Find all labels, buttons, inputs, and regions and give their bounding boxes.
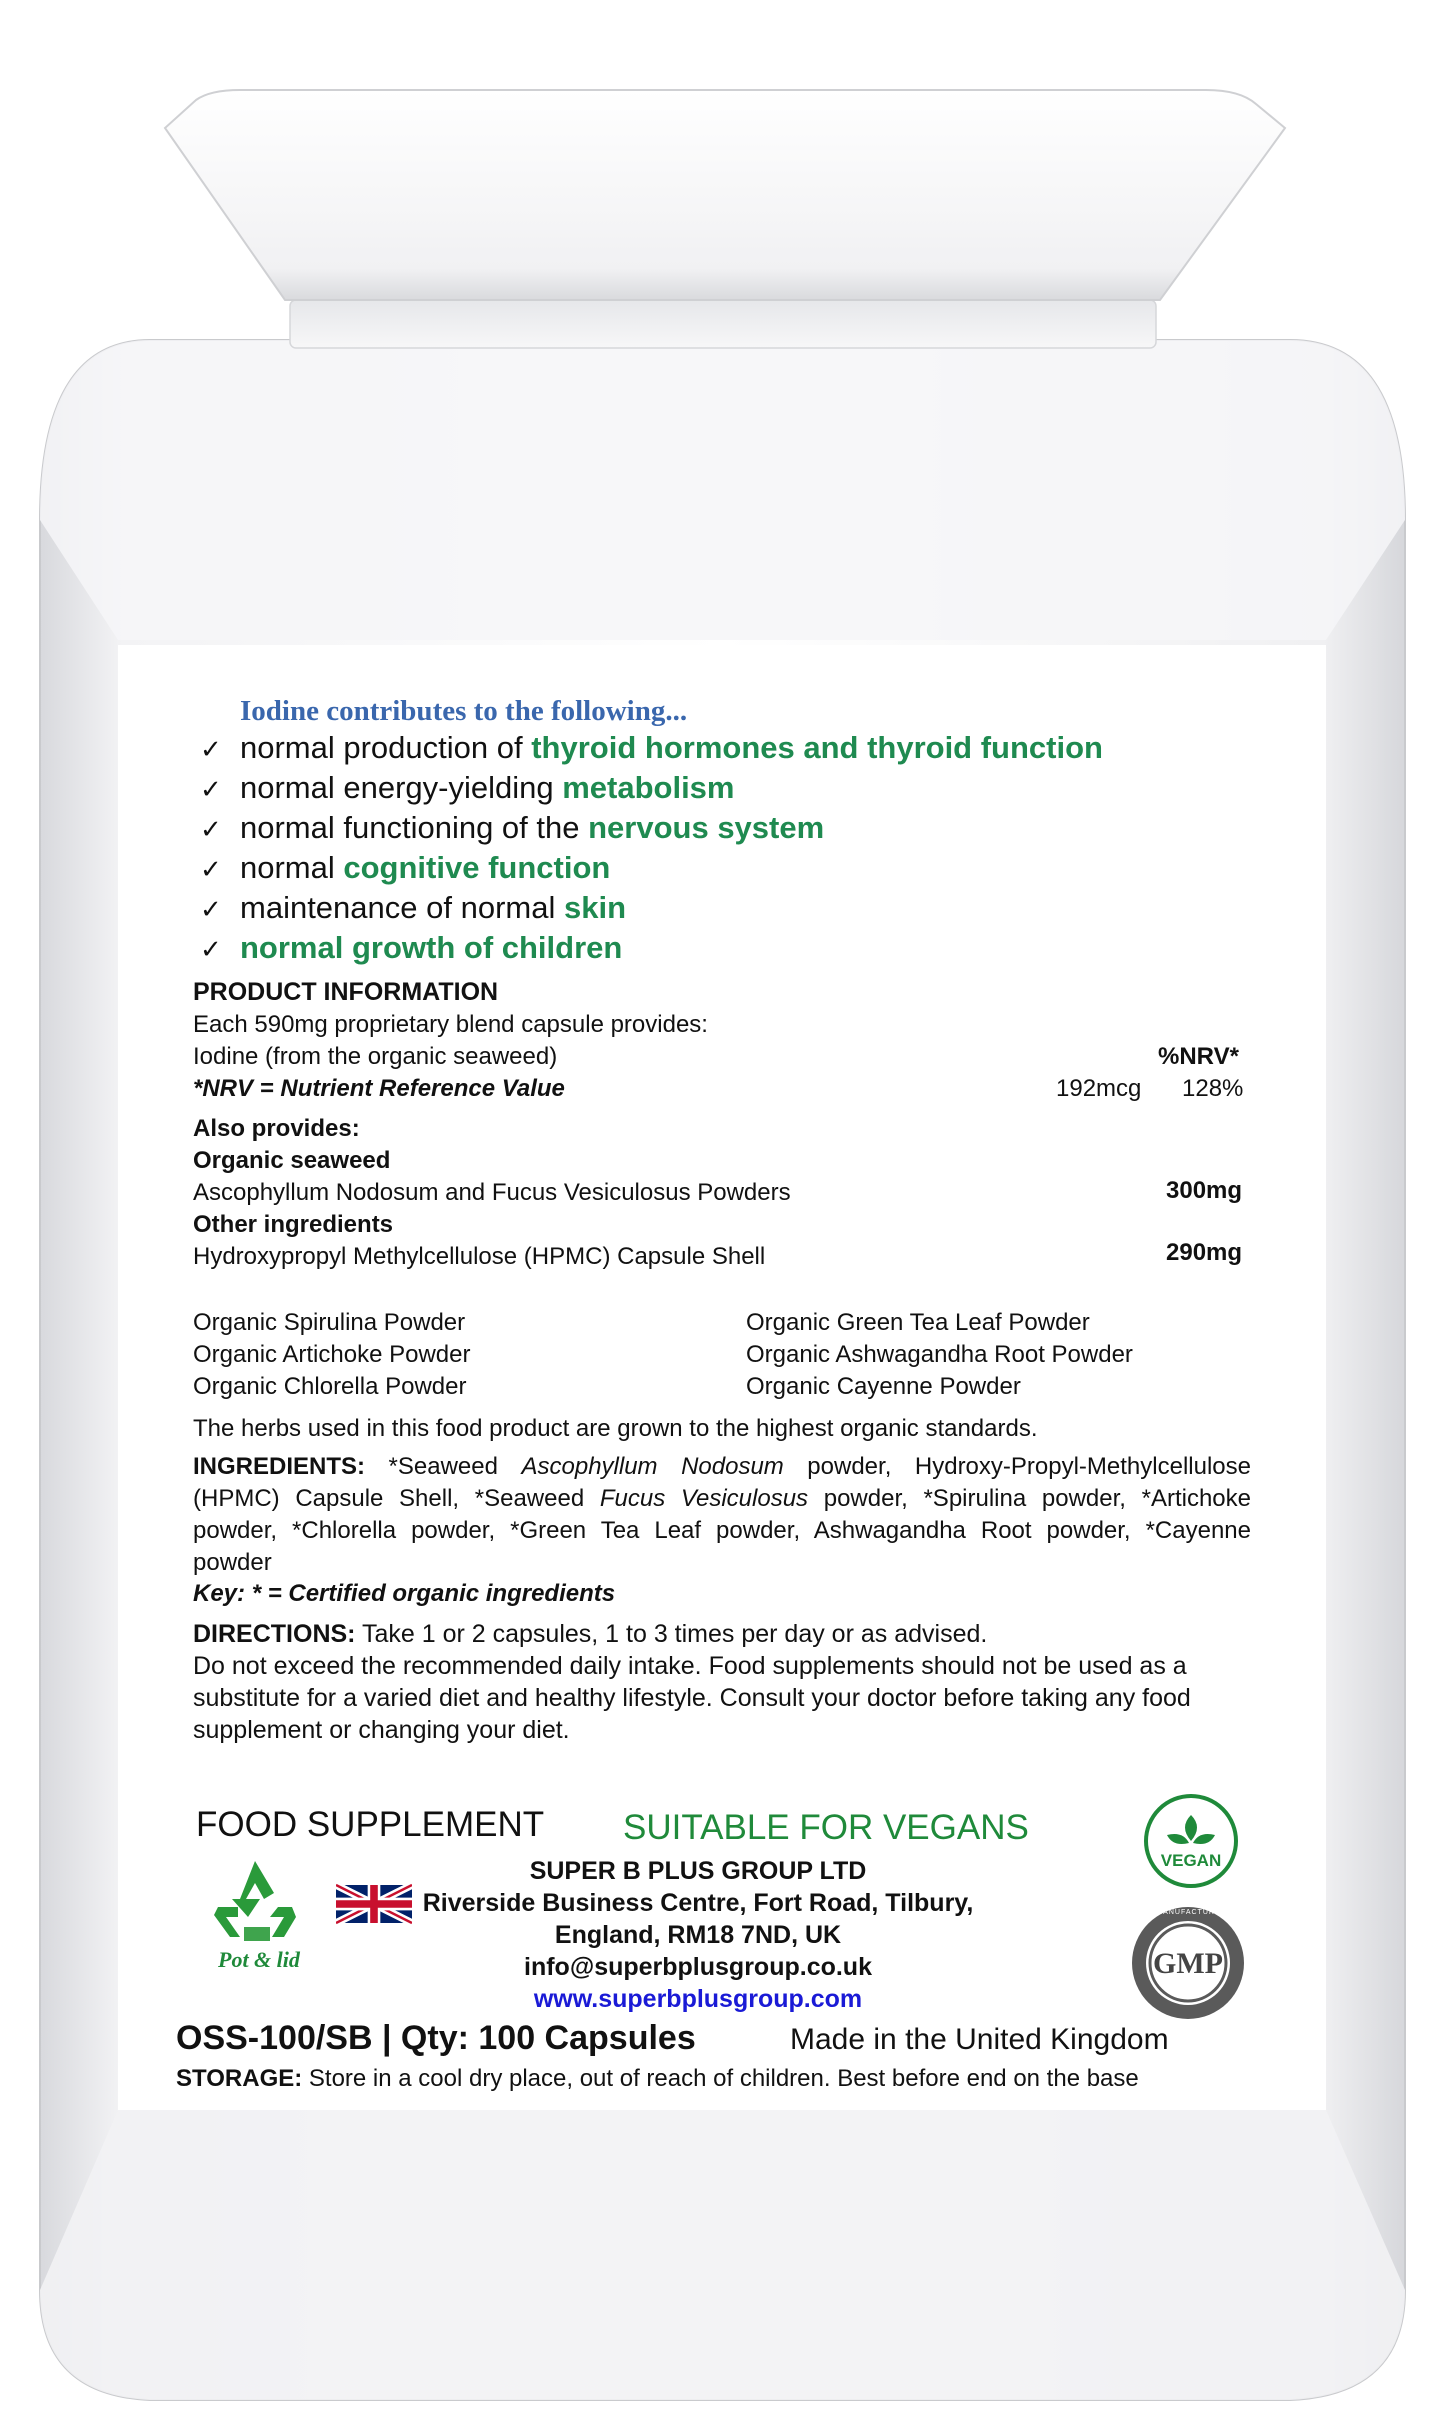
- vegan-badge: [1143, 1793, 1239, 1889]
- herb-item: Organic Artichoke Powder: [193, 1341, 471, 1368]
- benefit-item: ✓ normal growth of children: [200, 930, 623, 965]
- made-in: Made in the United Kingdom: [790, 2023, 1169, 2056]
- checkmark-icon: ✓: [200, 935, 222, 965]
- recycle-caption: Pot & lid: [218, 1947, 300, 1972]
- gmp-badge: [1128, 1903, 1277, 2023]
- storage-text: STORAGE: Store in a cool dry place, out of reach of children. Best before end on the base: [176, 2065, 1139, 2092]
- seaweed-amount: 300mg: [1166, 1177, 1243, 1204]
- product-code: OSS-100/SB | Qty: 100 Capsules: [176, 2019, 696, 2057]
- benefit-item: ✓ normal energy-yielding metabolism: [200, 770, 735, 805]
- herb-item: Organic Green Tea Leaf Powder: [746, 1309, 1090, 1336]
- benefit-item: ✓ normal production of thyroid hormones and thyroid function: [200, 730, 1103, 765]
- benefit-item: ✓ normal functioning of the nervous system: [200, 810, 825, 845]
- iodine-nrv: 128%: [1182, 1075, 1244, 1102]
- directions-warning: Do not exceed the recommended daily intake. Food supplements should not be used as a substitute for a varied diet and healthy lifestyle. Consult your doctor before taking any food supplement or changing your diet.: [193, 1652, 1191, 1744]
- nrv-key: *NRV = Nutrient Reference Value: [193, 1075, 565, 1102]
- suitable-for-vegans: SUITABLE FOR VEGANS: [623, 1808, 1029, 1847]
- nrv-header: %NRV*: [1158, 1043, 1239, 1070]
- gmp-badge-label: GMP: [1153, 1947, 1223, 1980]
- company-name: SUPER B PLUS GROUP LTD: [529, 1857, 867, 1885]
- recycle-icon: [200, 1855, 310, 1945]
- product-info-heading: PRODUCT INFORMATION: [193, 978, 499, 1006]
- other-desc: Hydroxypropyl Methylcellulose (HPMC) Capsule Shell: [193, 1243, 766, 1270]
- checkmark-icon: ✓: [200, 735, 222, 765]
- ingredients-text: INGREDIENTS: *Seaweed Ascophyllum Nodosum powder, Hydroxy-Propyl-Methylcellulose (HPMC) Capsule Shell, *Seaweed Fucus Vesiculosus powder, *Spirulina powder, *Artichoke powder, *Chlorella powder, *Green Tea Leaf powder, Ashwagandha Root powder, *Cayenne powder: [193, 1453, 1251, 1576]
- product-label: [118, 645, 1326, 2110]
- gmp-ring-text: GOOD MANUFACTURING PRACTICE: [1128, 1909, 1277, 1916]
- iodine-label: Iodine (from the organic seaweed): [193, 1043, 558, 1070]
- benefit-item: ✓ maintenance of normal skin: [200, 890, 626, 925]
- benefits-title: Iodine contributes to the following...: [240, 695, 688, 727]
- address-line-2: England, RM18 7ND, UK: [554, 1921, 842, 1949]
- iodine-amount: 192mcg: [1056, 1075, 1142, 1102]
- seaweed-desc: Ascophyllum Nodosum and Fucus Vesiculosus Powders: [193, 1179, 791, 1206]
- organic-key: Key: * = Certified organic ingredients: [193, 1580, 616, 1607]
- benefit-item: ✓ normal cognitive function: [200, 850, 611, 885]
- seaweed-heading: Organic seaweed: [193, 1147, 391, 1174]
- company-website[interactable]: www.superbplusgroup.com: [533, 1985, 863, 2013]
- also-provides: Also provides:: [193, 1115, 360, 1142]
- herb-item: Organic Spirulina Powder: [193, 1309, 466, 1336]
- address-line-1: Riverside Business Centre, Fort Road, Tilbury,: [422, 1889, 974, 1917]
- herb-item: Organic Chlorella Powder: [193, 1373, 467, 1400]
- checkmark-icon: ✓: [200, 775, 222, 805]
- food-supplement: FOOD SUPPLEMENT: [196, 1805, 545, 1844]
- herbs-note: The herbs used in this food product are grown to the highest organic standards.: [193, 1415, 1038, 1442]
- checkmark-icon: ✓: [200, 855, 222, 885]
- directions-text: DIRECTIONS: Take 1 or 2 capsules, 1 to 3 times per day or as advised.: [193, 1620, 988, 1648]
- herb-item: Organic Cayenne Powder: [746, 1373, 1021, 1400]
- vegan-leaf-icon: [1143, 1793, 1239, 1889]
- checkmark-icon: ✓: [200, 895, 222, 925]
- other-heading: Other ingredients: [193, 1211, 394, 1238]
- vegan-badge-label: VEGAN: [1160, 1851, 1222, 1870]
- company-email[interactable]: info@superbplusgroup.co.uk: [524, 1953, 872, 1981]
- blend-line: Each 590mg proprietary blend capsule provides:: [193, 1011, 708, 1038]
- herb-item: Organic Ashwagandha Root Powder: [746, 1341, 1133, 1368]
- other-amount: 290mg: [1166, 1239, 1243, 1266]
- checkmark-icon: ✓: [200, 815, 222, 845]
